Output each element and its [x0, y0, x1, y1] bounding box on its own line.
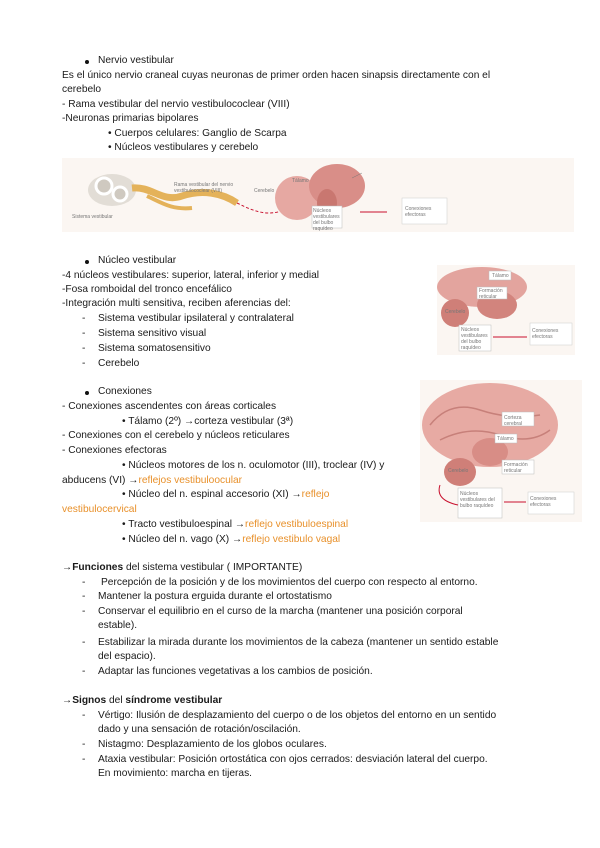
- dash-marker: -: [82, 313, 86, 324]
- dash-marker: -: [82, 637, 86, 648]
- dash-marker: -: [82, 606, 86, 617]
- dash-marker: -: [82, 343, 86, 354]
- list-item: Nistagmo: Desplazamiento de los globos oculares.: [98, 739, 327, 750]
- text-span: • Núcleo del n. espinal accesorio (XI) →: [122, 489, 302, 500]
- text-line: Es el único nervio craneal cuyas neuronas de primer orden hacen sinapsis directamente con el: [62, 70, 491, 81]
- heading-funciones: [62, 561, 302, 575]
- list-item: Vértigo: Ilusión de desplazamiento del cuerpo o de los objetos del entorno en un sentido: [98, 710, 497, 721]
- list-item-cont: En movimiento: marcha en tijeras.: [98, 768, 253, 779]
- dash-marker: -: [82, 710, 86, 721]
- dash-marker: -: [82, 754, 86, 765]
- bullet-dot: [85, 60, 89, 64]
- text-bold: Funciones: [72, 562, 124, 573]
- list-item: Sistema sensitivo visual: [98, 328, 207, 339]
- text-line: - Conexiones ascendentes con áreas corticales: [62, 401, 277, 412]
- sub-bullet: • Núcleos vestibulares y cerebelo: [108, 142, 259, 153]
- figure-label: Núcleos vestibulares del bulbo raquídeo: [460, 491, 495, 509]
- text-span: abducens (VI) →: [62, 475, 139, 486]
- list-item-cont: dado y una sensación de rotación/oscilación.: [98, 724, 301, 735]
- figure-label: Conexiones efectoras: [530, 496, 557, 508]
- reflex-highlight: vestibulocervical: [62, 504, 137, 515]
- list-item-cont: estable).: [98, 620, 138, 631]
- dash-marker: -: [82, 591, 86, 602]
- text-line: -Neuronas primarias bipolares: [62, 113, 199, 124]
- text-line: -Integración multi sensitiva, reciben aferencias del:: [62, 298, 291, 309]
- list-item: Estabilizar la mirada durante los movimientos de la cabeza (mantener un sentido estable: [98, 637, 499, 648]
- figure-label: Tálamo: [292, 178, 309, 184]
- reflex-highlight: reflejos vestibuloocular: [138, 475, 243, 486]
- text-line: - Rama vestibular del nervio vestibulococlear (VIII): [62, 99, 290, 110]
- text-line: - Conexiones efectoras: [62, 445, 167, 456]
- figure-label: Conexiones efectoras: [405, 206, 432, 218]
- sub-bullet: • Cuerpos celulares: Ganglio de Scarpa: [108, 128, 287, 139]
- reflex-highlight: reflejo vestibuloespinal: [245, 519, 349, 530]
- figure-brain-connections: [420, 380, 582, 522]
- figure-label: Sistema vestibular: [72, 214, 113, 220]
- dash-marker: -: [82, 739, 86, 750]
- reflex-highlight: reflejo vestibulo vagal: [242, 534, 341, 545]
- sub-bullet: [122, 488, 329, 502]
- list-item: Cerebelo: [98, 358, 140, 369]
- text-line: cerebelo: [62, 84, 102, 95]
- text-line: -Fosa romboidal del tronco encefálico: [62, 284, 232, 295]
- arrow-glyph: →: [62, 695, 73, 706]
- list-item: Sistema vestibular ipsilateral y contralateral: [98, 313, 294, 324]
- figure-label: Conexiones efectoras: [532, 328, 559, 340]
- heading-signos: [62, 694, 222, 708]
- sub-bullet: [122, 533, 340, 547]
- text-span: • Tracto vestibuloespinal →: [122, 519, 246, 530]
- text-line: - Conexiones con el cerebelo y núcleos reticulares: [62, 430, 290, 441]
- dash-marker: -: [82, 358, 86, 369]
- figure-vestibular-nucleus: [437, 265, 575, 355]
- sub-bullet: • Núcleos motores de los n. oculomotor (III), troclear (IV) y: [122, 460, 385, 471]
- reflex-highlight: reflejo: [301, 489, 330, 500]
- figure-label: Tálamo: [492, 273, 509, 279]
- bullet-dot: [85, 391, 89, 395]
- dash-marker: -: [82, 328, 86, 339]
- text-span: • Núcleo del n. vago (X) →: [122, 534, 243, 545]
- arrow-glyph: →: [62, 562, 73, 573]
- figure-label: Núcleos vestibulares del bulbo raquídeo: [461, 327, 488, 351]
- figure-label: Formación reticular: [479, 288, 503, 300]
- text-bold: síndrome vestibular: [125, 695, 223, 706]
- text-span: del: [106, 695, 126, 706]
- dash-marker: -: [82, 666, 86, 677]
- heading-nucleo-vestibular: Núcleo vestibular: [98, 255, 177, 266]
- figure-vestibular-nerve: [62, 158, 574, 232]
- figure-label: Cerebelo: [254, 188, 275, 194]
- figure-label: Cerebelo: [445, 309, 466, 315]
- sub-bullet: [122, 518, 348, 532]
- figure-label: Corteza cerebral: [504, 415, 523, 427]
- text-line: -4 núcleos vestibulares: superior, lateral, inferior y medial: [62, 270, 320, 281]
- list-item: Adaptar las funciones vegetativas a los cambios de posición.: [98, 666, 373, 677]
- text-span: del sistema vestibular ( IMPORTANTE): [123, 562, 303, 573]
- figure-label: Núcleos vestibulares del bulbo raquídeo: [313, 208, 340, 232]
- list-item: Conservar el equilibrio en el curso de la marcha (mantener una posición corporal: [98, 606, 463, 617]
- list-item: Percepción de la posición y de los movimientos del cuerpo con respecto al entorno.: [101, 577, 478, 588]
- list-item: Ataxia vestibular: Posición ortostática con ojos cerrados: desviación lateral del cuerpo.: [98, 754, 488, 765]
- figure-label: Rama vestibular del nervio vestibulococlear (VIII): [174, 182, 234, 194]
- text-line: [62, 474, 242, 488]
- text-bold: Signos: [72, 695, 107, 706]
- bullet-dot: [85, 260, 89, 264]
- figure-label: Cerebelo: [448, 468, 469, 474]
- list-item: Mantener la postura erguida durante el ortostatismo: [98, 591, 332, 602]
- sub-bullet: • Tálamo (2º) →corteza vestibular (3ª): [122, 416, 294, 427]
- figure-label: Tálamo: [497, 436, 514, 442]
- figure-label: Formación reticular: [504, 462, 528, 474]
- list-item-cont: del espacio).: [98, 651, 156, 662]
- heading-nervio-vestibular: Nervio vestibular: [98, 55, 174, 66]
- dash-marker: -: [82, 577, 86, 588]
- list-item: Sistema somatosensitivo: [98, 343, 211, 354]
- heading-conexiones: Conexiones: [98, 386, 152, 397]
